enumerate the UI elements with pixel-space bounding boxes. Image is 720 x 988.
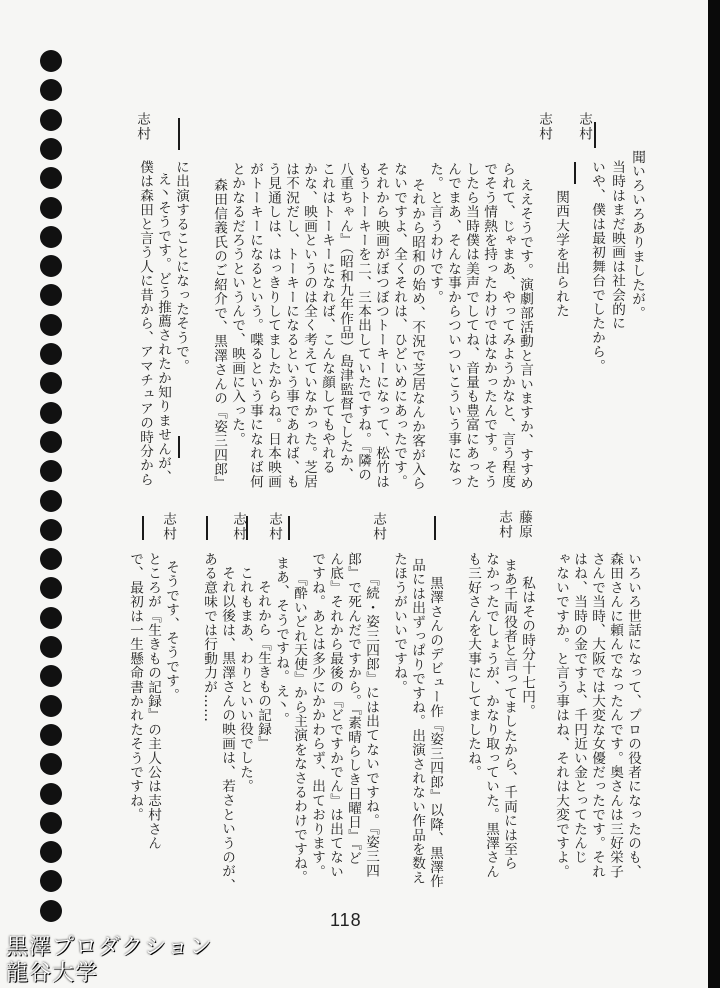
binder-hole (40, 460, 62, 482)
text-column: た。と言うわけです。 (427, 162, 443, 304)
text-column: でそう情熱を持ったわけではなかったんです。そう (481, 162, 497, 489)
speaker-dash (594, 122, 596, 148)
binder-hole (40, 695, 62, 717)
text-column: それから昭和の始め、不況で芝居なんか客が入ら (409, 178, 425, 491)
text-column: ある意味では行動力が…… (201, 552, 217, 723)
binder-hole (40, 783, 62, 805)
text-column: ん底』それから最後の『どですかでん』は出てない (327, 552, 343, 879)
binder-hole (40, 343, 62, 365)
binder-hole (40, 197, 62, 219)
text-column: 黒澤さんのデビュー作『姿三四郎』以降、黒澤作 (427, 576, 443, 889)
text-column: 森田信義氏のご紹介で、黒澤さんの『姿三四郎』 (211, 178, 227, 491)
binder-hole (40, 284, 62, 306)
binder-hole (40, 900, 62, 922)
text-column: もうトーキーを二、三本出していたですね。『隣の (355, 162, 371, 482)
text-column: まあ千両役者と言ってましたから、千両には至ら (501, 558, 517, 871)
text-column: それから『生きもの記録』 (255, 580, 271, 751)
binder-hole (40, 870, 62, 892)
binder-hole (40, 138, 62, 160)
speaker-label: 志村 (266, 512, 282, 542)
speaker-dash (574, 162, 576, 184)
text-column: られて、じゃまあ、やってみようかなと、言う程度 (499, 162, 515, 489)
text-column: ゃないですか。と言う事はね、それは大変ですよ。 (553, 552, 569, 879)
binder-hole (40, 109, 62, 131)
text-column: 郎』で死んだですから。『素晴らしき日曜日』『ど (345, 552, 361, 865)
binder-hole (40, 431, 62, 453)
binder-hole (40, 372, 62, 394)
binder-hole (40, 724, 62, 746)
binder-hole (40, 577, 62, 599)
speaker-label: 志村 (496, 510, 512, 540)
binder-hole (40, 50, 62, 72)
speaker-dash (178, 436, 180, 458)
watermark-university: 龍谷大学 (6, 961, 99, 986)
speaker-label: 志村 (160, 512, 176, 542)
binder-hole (40, 402, 62, 424)
text-column: で、最初は一生懸命書かれたそうですね。 (127, 552, 143, 822)
speaker-label: 藤原 (516, 510, 532, 540)
speaker-dash (288, 516, 290, 540)
text-column: まあ、そうですね。え丶。 (273, 556, 289, 727)
text-column: は不況だし、トーキーになるという事であれば、も (283, 162, 299, 489)
text-column: なかったでしょうが、かなり取っていた。黒澤さん (483, 552, 499, 879)
text-column: これもまあ、わりといい役でした。 (237, 566, 253, 794)
text-column: 僕は森田と言う人に昔から、アマチュアの時分から (137, 160, 153, 487)
text-column: も三好さんを大事にしてましたね。 (465, 552, 481, 780)
text-column: に出演することになったそうで。 (173, 160, 189, 373)
text-column: これはトーキーになれば、こんな顔してもやれる (319, 162, 335, 475)
text-column: 品には出ずっぱりですね。出演されない作品を数え (409, 558, 425, 885)
binder-hole (40, 226, 62, 248)
speaker-label: 志村 (370, 512, 386, 542)
binder-hole (40, 519, 62, 541)
text-column: 当時はまだ映画は社会的に (609, 160, 625, 331)
speaker-dash (206, 516, 208, 540)
binder-hole (40, 255, 62, 277)
text-column: いや、僕は最初舞台でしたから。 (589, 160, 605, 373)
text-column: う見通しは、はっきりしてましたからね。日本映画 (265, 162, 281, 489)
text-column: はね、当時の金ですよ、千円近い金とってたんじ (571, 552, 587, 865)
text-column: んでまあ、そんな事からついついこういう事になっ (445, 162, 461, 489)
text-column: さんで当時、大阪では大変な女優だったです。それ (589, 552, 605, 879)
binder-hole (40, 665, 62, 687)
scan-edge (708, 0, 720, 988)
binder-hole (40, 490, 62, 512)
text-column: 『酔いどれ天使』から主演をなさるわけですね。 (291, 572, 307, 885)
binder-hole (40, 841, 62, 863)
binder-hole (40, 607, 62, 629)
text-column: ですね。あとは多少にかかわらず、出ております。 (309, 552, 325, 879)
binder-hole (40, 79, 62, 101)
text-column: ええそうです。演劇部活動と言いますか、すすめ (517, 178, 533, 491)
text-column: いろいろ世話になって、プロの役者になったのも、 (625, 552, 641, 879)
text-column: 私はその時分十七円。 (519, 576, 535, 718)
text-column: とかなるだろうというんで、映画に入った。 (229, 162, 245, 446)
text-column: ないですよ、全くそれは、ひどいめにあったです。 (391, 162, 407, 489)
text-column: がトーキーになるという。喋るという事になれば何 (247, 162, 263, 489)
binder-hole (40, 753, 62, 775)
text-column: 聞いろいろありましたが。 (629, 150, 645, 321)
text-column: そうです、そうです。 (163, 560, 179, 702)
text-column: 八重ちゃん』（昭和九年作品）島津監督でしたか、 (337, 162, 353, 482)
text-column: 関西大学を出られた (553, 190, 569, 318)
speaker-dash (142, 516, 144, 540)
text-column: それから映画がぼつぼつトーキーになって、松竹は (373, 162, 389, 489)
text-column: それ以後は、黒澤さんの映画は、若さというのが、 (219, 566, 235, 893)
speaker-label: 志村 (230, 512, 246, 542)
text-column: たほうがいいですね。 (391, 552, 407, 694)
binder-hole (40, 314, 62, 336)
binder-hole (40, 167, 62, 189)
binder-hole (40, 636, 62, 658)
text-column: ところが『生きもの記録』の主人公は志村さん (145, 552, 161, 851)
speaker-label: 志村 (536, 112, 552, 142)
speaker-dash (434, 516, 436, 540)
page-number: 118 (330, 910, 362, 930)
binder-holes (40, 0, 80, 988)
speaker-label: 志村 (576, 112, 592, 142)
watermark-production: 黒澤プロダクション (6, 935, 213, 960)
text-column: かな、映画というのは全く考えていなかった。芝居 (301, 162, 317, 489)
binder-hole (40, 812, 62, 834)
text-column: 『続・姿三四郎』には出てないですね。『姿三四 (363, 572, 379, 878)
binder-hole (40, 548, 62, 570)
speaker-label: 志村 (134, 112, 150, 142)
text-column: 森田さんに頼んでなったんです。奥さんは三好栄子 (607, 552, 623, 879)
text-column: したら当時僕は美声でしてね、音量も豊富にあった (463, 162, 479, 489)
text-column: え丶そうです。どう推薦されたか知りませんが、 (155, 172, 171, 485)
speaker-dash (178, 118, 180, 150)
